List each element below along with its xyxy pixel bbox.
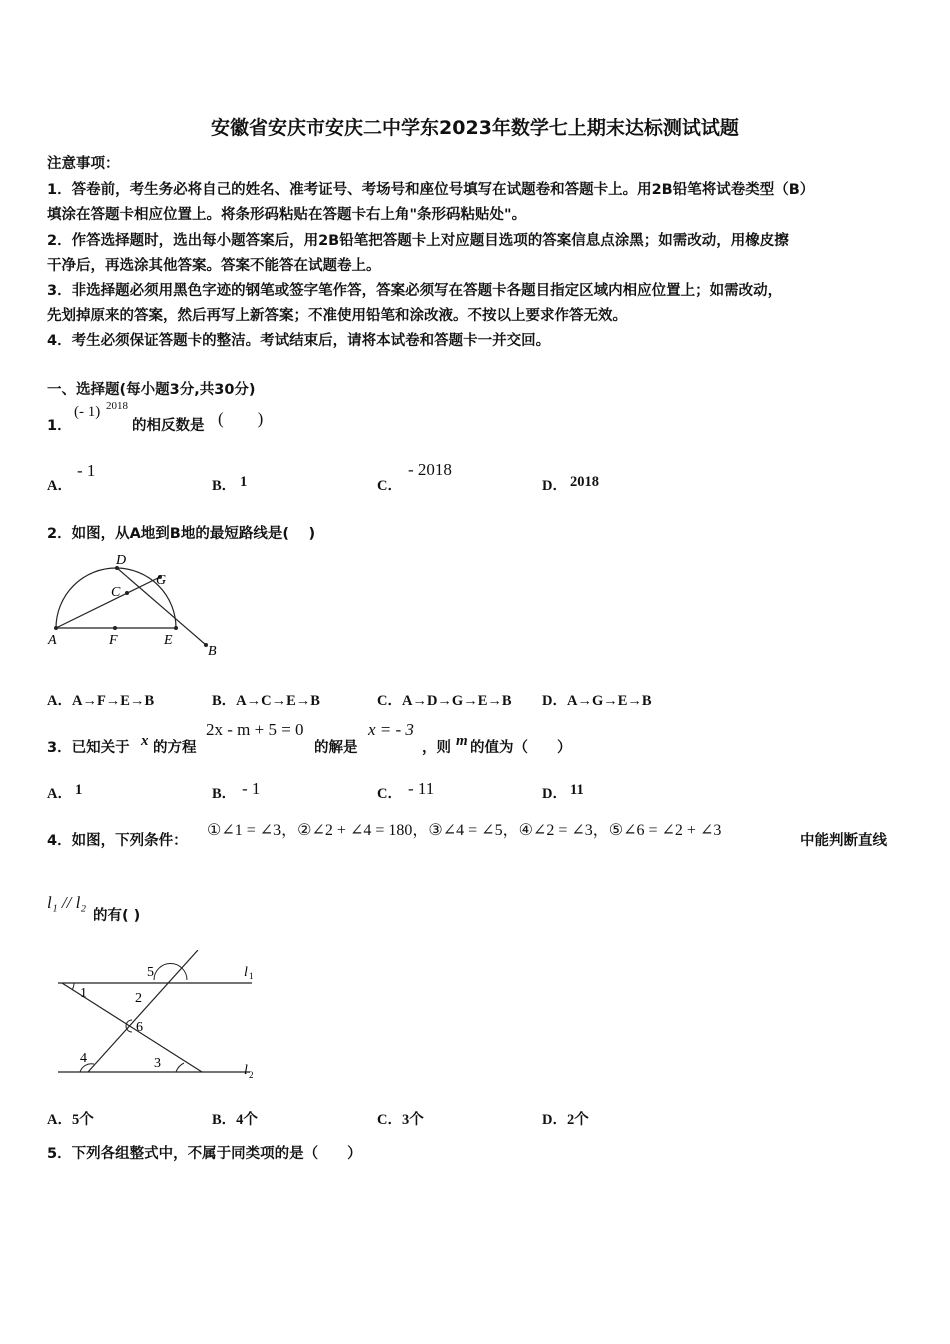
section-heading: 一、选择题(每小题3分,共30分) xyxy=(47,382,256,398)
q3-solution: x = - 3 xyxy=(368,720,414,739)
label-1: 1 xyxy=(80,986,87,1001)
notice-line: 3．非选择题必须用黑色字迹的钢笔或签字笔作答，答案必须写在答题卡各题目指定区域内相应位置上；如需改动， xyxy=(47,283,783,299)
q3-var-x: x xyxy=(141,733,149,749)
label-f: F xyxy=(109,633,118,648)
q4-figure xyxy=(50,950,270,1080)
angle-arc-3 xyxy=(176,1063,184,1072)
q2-text: 2．如图，从A地到B地的最短路线是( ) xyxy=(47,526,316,542)
q4-post: 中能判断直线 xyxy=(800,833,887,849)
q3-equation: 2x - m + 5 = 0 xyxy=(206,720,304,739)
notice-heading: 注意事项： xyxy=(47,156,120,172)
q1-option-b-value: 1 xyxy=(240,474,248,490)
q4-post2: 的有( ) xyxy=(93,908,141,924)
label-g: G xyxy=(156,573,167,588)
point-a xyxy=(54,626,58,630)
q3-option-c-label: C． xyxy=(377,786,402,802)
q1-option-a-value: - 1 xyxy=(77,461,96,480)
q4-option-b: B．4个 xyxy=(212,1112,258,1128)
label-l1-sub: 1 xyxy=(249,971,254,981)
q4-option-a: A．5个 xyxy=(47,1112,94,1128)
point-f xyxy=(113,626,117,630)
q1-option-c-label: C． xyxy=(377,478,402,494)
q1-option-a-label: A． xyxy=(47,478,72,494)
q4-pre: 4．如图，下列条件： xyxy=(47,833,188,849)
q3-option-b-value: - 1 xyxy=(242,779,261,798)
label-l1: l xyxy=(244,965,248,980)
label-l2-sub: 2 xyxy=(249,1070,254,1080)
notice-line: 2．作答选择题时，选出每小题答案后，用2B铅笔把答题卡上对应题目选项的答案信息点涂黑；如需改动，用橡皮擦 xyxy=(47,233,789,249)
label-a: A xyxy=(48,633,57,648)
label-c: C xyxy=(111,585,121,600)
q3-option-b-label: B． xyxy=(212,786,237,802)
label-d: D xyxy=(116,553,127,568)
q1-option-d-value: 2018 xyxy=(570,474,599,490)
q3-option-d-value: 11 xyxy=(570,782,584,798)
q4-option-c: C．3个 xyxy=(377,1112,424,1128)
label-3: 3 xyxy=(154,1056,161,1071)
point-e xyxy=(174,626,178,630)
notice-line: 1．答卷前，考生务必将自己的姓名、准考证号、考场号和座位号填写在试题卷和答题卡上。用2B铅笔将试卷类型（B） xyxy=(47,182,815,198)
angle-arc-5 xyxy=(154,964,187,981)
notice-line: 4．考生必须保证答题卡的整洁。考试结束后，请将本试卷和答题卡一并交回。 xyxy=(47,333,551,349)
line-a-g xyxy=(56,577,160,628)
q3-option-c-value: - 11 xyxy=(408,779,435,798)
notice-line: 填涂在答题卡相应位置上。将条形码粘贴在答题卡右上角"条形码粘贴处"。 xyxy=(47,207,527,223)
q3-mid3: ，则 xyxy=(422,740,451,756)
q2-option-c: C．A→D→G→E→B xyxy=(377,693,512,709)
q1-option-b-label: B． xyxy=(212,478,237,494)
q1-number: 1． xyxy=(47,418,72,434)
q3-option-d-label: D． xyxy=(542,786,567,802)
q1-option-c-value: - 2018 xyxy=(408,460,452,479)
q1-text: 的相反数是 xyxy=(132,418,205,434)
q1-option-d-label: D． xyxy=(542,478,567,494)
q2-figure xyxy=(40,548,240,663)
label-6: 6 xyxy=(136,1020,143,1035)
q3-option-a-label: A． xyxy=(47,786,72,802)
label-e: E xyxy=(164,633,173,648)
q1-exponent: 2018 xyxy=(106,400,128,412)
q3-pre: 3．已知关于 xyxy=(47,740,130,756)
notice-line: 干净后，再选涂其他答案。答案不能答在试题卷上。 xyxy=(47,258,381,274)
label-2: 2 xyxy=(135,991,142,1006)
q1-base: (- 1) xyxy=(74,404,101,420)
angle-arc-1 xyxy=(72,983,74,990)
q3-mid2: 的解是 xyxy=(314,740,358,756)
q2-option-d: D．A→G→E→B xyxy=(542,693,652,709)
label-4: 4 xyxy=(80,1051,87,1066)
label-5: 5 xyxy=(147,965,154,980)
q2-option-a: A．A→F→E→B xyxy=(47,693,155,709)
q4-conditions: ①∠1 = ∠3，②∠2 + ∠4 = 180，③∠4 = ∠5，④∠2 = ∠3，⑤∠6 = ∠2 + ∠3 xyxy=(207,822,722,839)
q4-parallel: l₁ // l₂ xyxy=(47,893,87,912)
notice-line: 先划掉原来的答案，然后再写上新答案；不准使用铅笔和涂改液。不按以上要求作答无效。 xyxy=(47,308,627,324)
q3-var-m: m xyxy=(456,733,468,749)
label-l2: l xyxy=(244,1063,248,1078)
q3-post: 的值为（ ） xyxy=(470,740,572,756)
q2-option-b: B．A→C→E→B xyxy=(212,693,320,709)
q1-paren: ( ) xyxy=(218,409,264,428)
point-c xyxy=(125,591,129,595)
q3-mid1: 的方程 xyxy=(153,740,197,756)
q4-option-d: D．2个 xyxy=(542,1112,589,1128)
q5-text: 5．下列各组整式中，不属于同类项的是（ ） xyxy=(47,1146,362,1162)
page-title: 安徽省安庆市安庆二中学东2023年数学七上期末达标测试试题 xyxy=(211,117,739,139)
label-b: B xyxy=(208,644,217,659)
q3-option-a-value: 1 xyxy=(75,782,83,798)
